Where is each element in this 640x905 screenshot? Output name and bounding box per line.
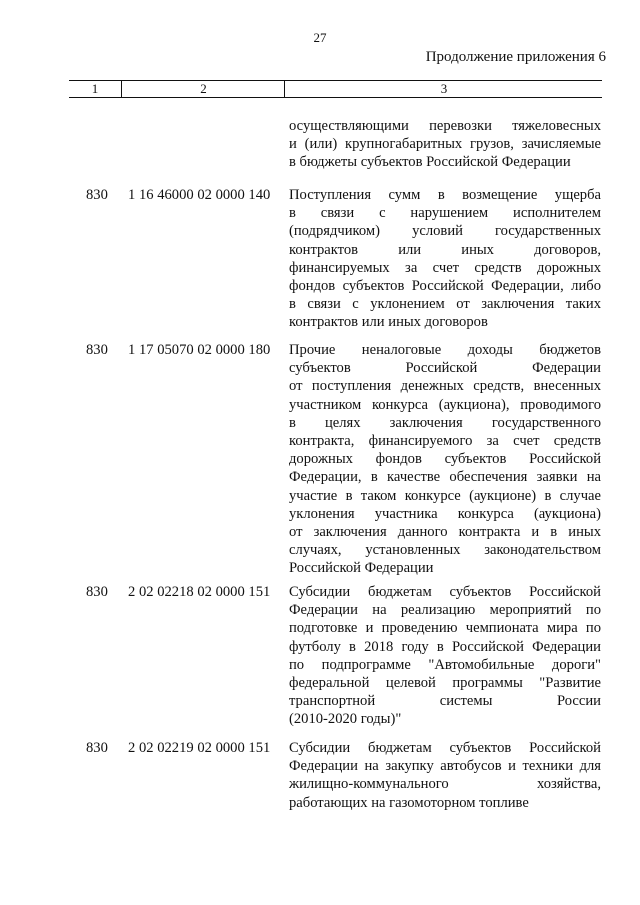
description-line: по подпрограмме "Автомобильные дороги" (289, 656, 601, 673)
description-line: подготовке и проведению чемпионата мира по (289, 620, 601, 637)
page-number: 27 (313, 30, 327, 45)
description-line: (подрядчиком) условий государственных (289, 223, 601, 240)
description-line: (2010-2020 годы)" (289, 711, 402, 728)
description-line: жилищно-коммунального хозяйства, (289, 776, 601, 793)
budget-classification-code: 2 02 02218 02 0000 151 (128, 584, 271, 600)
revenue-description (289, 117, 601, 172)
revenue-description (289, 186, 601, 332)
description-line: случаях, установленных законодательством (289, 542, 601, 559)
description-line: федеральной целевой программы "Развитие (289, 675, 601, 692)
description-line: Федерации, в качестве обеспечения заявки на (289, 469, 601, 486)
description-line: субъектов Российской Федерации (289, 360, 601, 377)
description-line: фондов субъектов Российской Федерации, либо (289, 278, 601, 295)
description-line: финансируемых за счет средств дорожных (289, 259, 601, 276)
description-line: в связи с уклонением от заключения таких (289, 296, 601, 313)
header-column-2: 2 (121, 81, 285, 97)
description-line: Федерации на реализацию мероприятий по (289, 602, 601, 619)
table-header (69, 80, 602, 98)
description-line: и (или) крупногабаритных грузов, зачисляемые (289, 136, 601, 153)
budget-classification-code: 1 17 05070 02 0000 180 (128, 342, 271, 358)
header-column-3: 3 (284, 81, 603, 97)
admin-code: 830 (86, 342, 108, 358)
admin-code: 830 (86, 584, 108, 600)
budget-classification-code: 2 02 02219 02 0000 151 (128, 740, 271, 756)
description-line: Субсидии бюджетам субъектов Российской (289, 584, 601, 600)
description-line: Поступления сумм в возмещение ущерба (289, 187, 601, 203)
budget-classification-code: 1 16 46000 02 0000 140 (128, 187, 271, 203)
description-line: работающих на газомоторном топливе (289, 794, 529, 811)
description-line: транспортной системы России (289, 693, 601, 710)
description-line: в связи с нарушением исполнителем (289, 205, 601, 222)
revenue-description (289, 739, 601, 812)
description-line: Федерации на закупку автобусов и техники для (289, 758, 601, 775)
description-line: контракта, финансируемого за счет средств (289, 433, 601, 450)
description-line: от поступления денежных средств, внесенных (289, 378, 601, 395)
description-line: в целях заключения государственного (289, 414, 601, 431)
description-line: Субсидии бюджетам субъектов Российской (289, 740, 601, 756)
revenue-description (289, 583, 601, 729)
description-line: осуществляющими перевозки тяжеловесных (289, 118, 601, 134)
header-column-1: 1 (91, 81, 99, 96)
description-line: дорожных фондов субъектов Российской (289, 451, 601, 468)
description-line: Прочие неналоговые доходы бюджетов (289, 342, 601, 358)
description-line: уклонения участника конкурса (аукциона) (289, 505, 601, 522)
admin-code: 830 (86, 187, 108, 203)
appendix-continuation-label: Продолжение приложения 6 (425, 49, 606, 65)
revenue-description (289, 341, 601, 578)
description-line: футболу в 2018 году в Российской Федерации (289, 638, 601, 655)
description-line: Российской Федерации (289, 560, 434, 577)
description-line: контрактов или иных договоров, (289, 241, 601, 258)
description-line: в бюджеты субъектов Российской Федерации (289, 154, 571, 171)
description-line: участником конкурса (аукциона), проводимого (289, 396, 601, 413)
description-line: контрактов или иных договоров (289, 314, 488, 331)
description-line: от заключения данного контракта и в иных (289, 524, 601, 541)
description-line: участие в таком конкурсе (аукционе) в случае (289, 487, 601, 504)
admin-code: 830 (86, 740, 108, 756)
